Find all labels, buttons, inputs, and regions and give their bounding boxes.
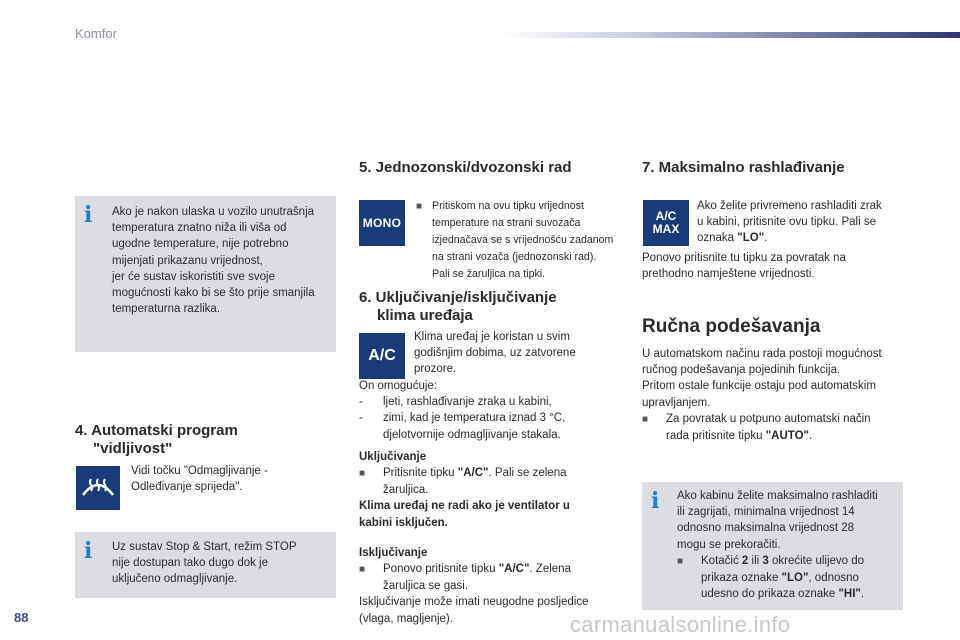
section-title: Komfor xyxy=(75,26,117,41)
manual-settings-heading: Ručna podešavanja xyxy=(642,316,821,337)
bullet-icon: ■ xyxy=(359,564,366,576)
bullet-icon: ■ xyxy=(677,555,684,567)
section7-restore: Ponovo pritisnite tu tipku za povratak na prethodno namještene vrijednosti. xyxy=(642,252,846,281)
header-gradient-bar xyxy=(500,32,960,38)
info-box-temperature xyxy=(75,196,336,352)
info-icon: i xyxy=(84,202,93,228)
bullet-icon: ■ xyxy=(642,413,649,425)
section6-body: On omogućuje: - ljeti, rashlađivanje zraka u kabini, - zimi, kad je temperatura iznad 3 °C, djelotvornije odmagljivanje stakala. Uključivanje ■ Pritisnite tipku "A/C". Pali se zelena žaruljica. Klima uređaj ne radi ako je ventilator u kabini isključen. Isključivanje ■ Ponovo pritisnite tipku "A/C". Zelena žaruljica se gasi. Isključivanje može imati neugodne posljedice (vlaga, magljenje). xyxy=(359,380,589,625)
section6-heading: 6. Uključivanje/isključivanje klima uređaja xyxy=(359,289,557,324)
bullet-icon: ■ xyxy=(359,468,366,480)
info-icon: i xyxy=(651,488,660,514)
info-box-stop-start xyxy=(75,532,336,598)
watermark: carmanualsonline.info xyxy=(570,612,791,637)
bullet-icon: ■ xyxy=(416,201,423,212)
ac-max-button-tile[interactable]: A/C MAX xyxy=(643,200,689,246)
mono-button-tile[interactable]: MONO xyxy=(359,200,405,246)
section7-text: Ako želite privremeno rashladiti zrak u kabini, pritisnite ovu tipku. Pali se oznaka "LO". xyxy=(697,200,882,245)
visibility-button-tile[interactable] xyxy=(76,466,120,510)
windscreen-defrost-icon xyxy=(80,473,116,503)
section5-text: ■ Pritiskom na ovu tipku vrijednost temperature na strani suvozača izjednačava se s vrijednošću zadanom na strani vozača (jednozonski rad). Pali se žaruljica na tipki. xyxy=(416,200,614,280)
section4-heading: 4. Automatski program "vidljivost" xyxy=(75,422,238,457)
section5-heading: 5. Jednozonski/dvozonski rad xyxy=(359,159,572,176)
info-text: Uz sustav Stop & Start, režim STOP nije dostupan tako dugo dok je uključeno odmagljivanje. xyxy=(112,541,297,586)
info-icon: i xyxy=(84,538,93,564)
page-number: 88 xyxy=(14,610,29,625)
info-text: Ako kabinu želite maksimalno rashladiti ili zagrijati, minimalna vrijednost 14 odnosno maksimalna vrijednost 28 mogu se prekoračiti. ■ Kotačić 2 ili 3 okrećite ulijevo do prikaza oznake "LO", odnosno udesno do prikaza oznake "HI". xyxy=(677,490,878,601)
ac-button-tile[interactable]: A/C xyxy=(359,333,405,379)
info-box-max-cooling xyxy=(642,482,903,610)
info-text: Ako je nakon ulaska u vozilo unutrašnja temperatura znatno niža ili viša od ugodne temperature, nije potrebno mijenjati prikazanu vrijednost, jer će sustav iskoristiti sve svoje mogućnosti kako bi se što prije smanjila temperaturna razlika. xyxy=(112,206,315,316)
section6-intro: Klima uređaj je koristan u svim godišnjim dobima, uz zatvorene prozore. xyxy=(414,331,576,376)
section7-heading: 7. Maksimalno rashlađivanje xyxy=(642,159,845,176)
manual-settings-text: U automatskom načinu rada postoji mogućnost ručnog podešavanja pojedinih funkcija. Pritom ostale funkcije ostaju pod automatskim upravljanjem. ■ Za povratak u potpuno automatski način rada pritisnite tipku "AUTO". xyxy=(642,348,882,443)
section4-text: Vidi točku "Odmagljivanje - Odleđivanje sprijeda". xyxy=(131,465,268,494)
